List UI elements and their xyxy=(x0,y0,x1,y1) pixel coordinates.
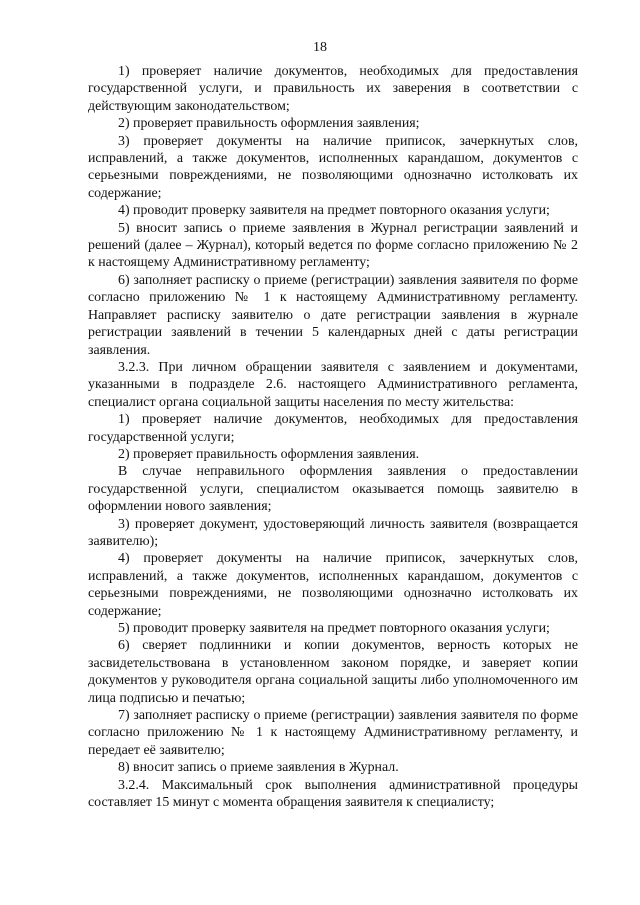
paragraph: 3) проверяет документы на наличие приписок, зачеркнутых слов, исправлений, а также документов, исполненных карандашом, документов с серьезными повреждениями, не позволяющими однозначно истолковать их содержание; xyxy=(88,133,578,201)
paragraph: 3.2.3. При личном обращении заявителя с заявлением и документами, указанными в подразделе 2.6. настоящего Административного регламента, специалист органа социальной защиты населения по месту жительства: xyxy=(88,359,578,410)
paragraph: 5) проводит проверку заявителя на предмет повторного оказания услуги; xyxy=(118,621,550,636)
paragraph: 2) проверяет правильность оформления заявления. xyxy=(118,446,420,462)
paragraph: 1) проверяет наличие документов, необходимых для предоставления государственной услуги, и правильность их заверения в соответствии с действующим законодательством; xyxy=(88,64,578,114)
paragraph: 6) заполняет расписку о приеме (регистрации) заявления заявителя по форме согласно приложению № 1 к настоящему Административному регламенту. Направляет расписку заявителю о дате регистрации заявления в журнале регистрации заявлений в течении 5 календарных дней с даты регистрации заявления. xyxy=(88,272,578,358)
paragraph: 3.2.4. Максимальный срок выполнения административной процедуры составляет 15 минут с момента обращения заявителя к специалисту; xyxy=(88,777,578,811)
paragraph: 4) проверяет документы на наличие приписок, зачеркнутых слов, исправлений, а также документов, исполненных карандашом, документов с серьезными повреждениями, не позволяющими однозначно истолковать их содержание; xyxy=(88,551,578,619)
paragraph: В случае неправильного оформления заявления о предоставлении государственной услуги, специалистом оказывается помощь заявителю в оформлении нового заявления; xyxy=(88,464,578,515)
paragraph: 6) сверяет подлинники и копии документов, верность которых не засвидетельствована в установленном законом порядке, и заверяет копии документов у руководителя органа социальной защиты либо уполномоченного им лица подписью и печатью; xyxy=(88,638,578,706)
paragraph: 1) проверяет наличие документов, необходимых для предоставления государственной услуги; xyxy=(88,412,578,445)
paragraph: 5) вносит запись о приеме заявления в Журнал регистрации заявлений и решений (далее – Журнал), который ведется по форме согласно приложению № 2 к настоящему Административному регламенту; xyxy=(88,220,578,271)
page-number: 18 xyxy=(313,40,327,55)
paragraph: 2) проверяет правильность оформления заявления; xyxy=(118,116,420,132)
paragraph: 4) проводит проверку заявителя на предмет повторного оказания услуги; xyxy=(118,203,550,219)
paragraph: 7) заполняет расписку о приеме (регистрации) заявления заявителя по форме согласно приложению № 1 к настоящему Административному регламенту, и передает её заявителю; xyxy=(88,708,578,758)
document-body xyxy=(88,63,578,811)
paragraph: 8) вносит запись о приеме заявления в Журнал. xyxy=(118,760,399,776)
paragraph: 3) проверяет документ, удостоверяющий личность заявителя (возвращается заявителю); xyxy=(88,516,578,549)
